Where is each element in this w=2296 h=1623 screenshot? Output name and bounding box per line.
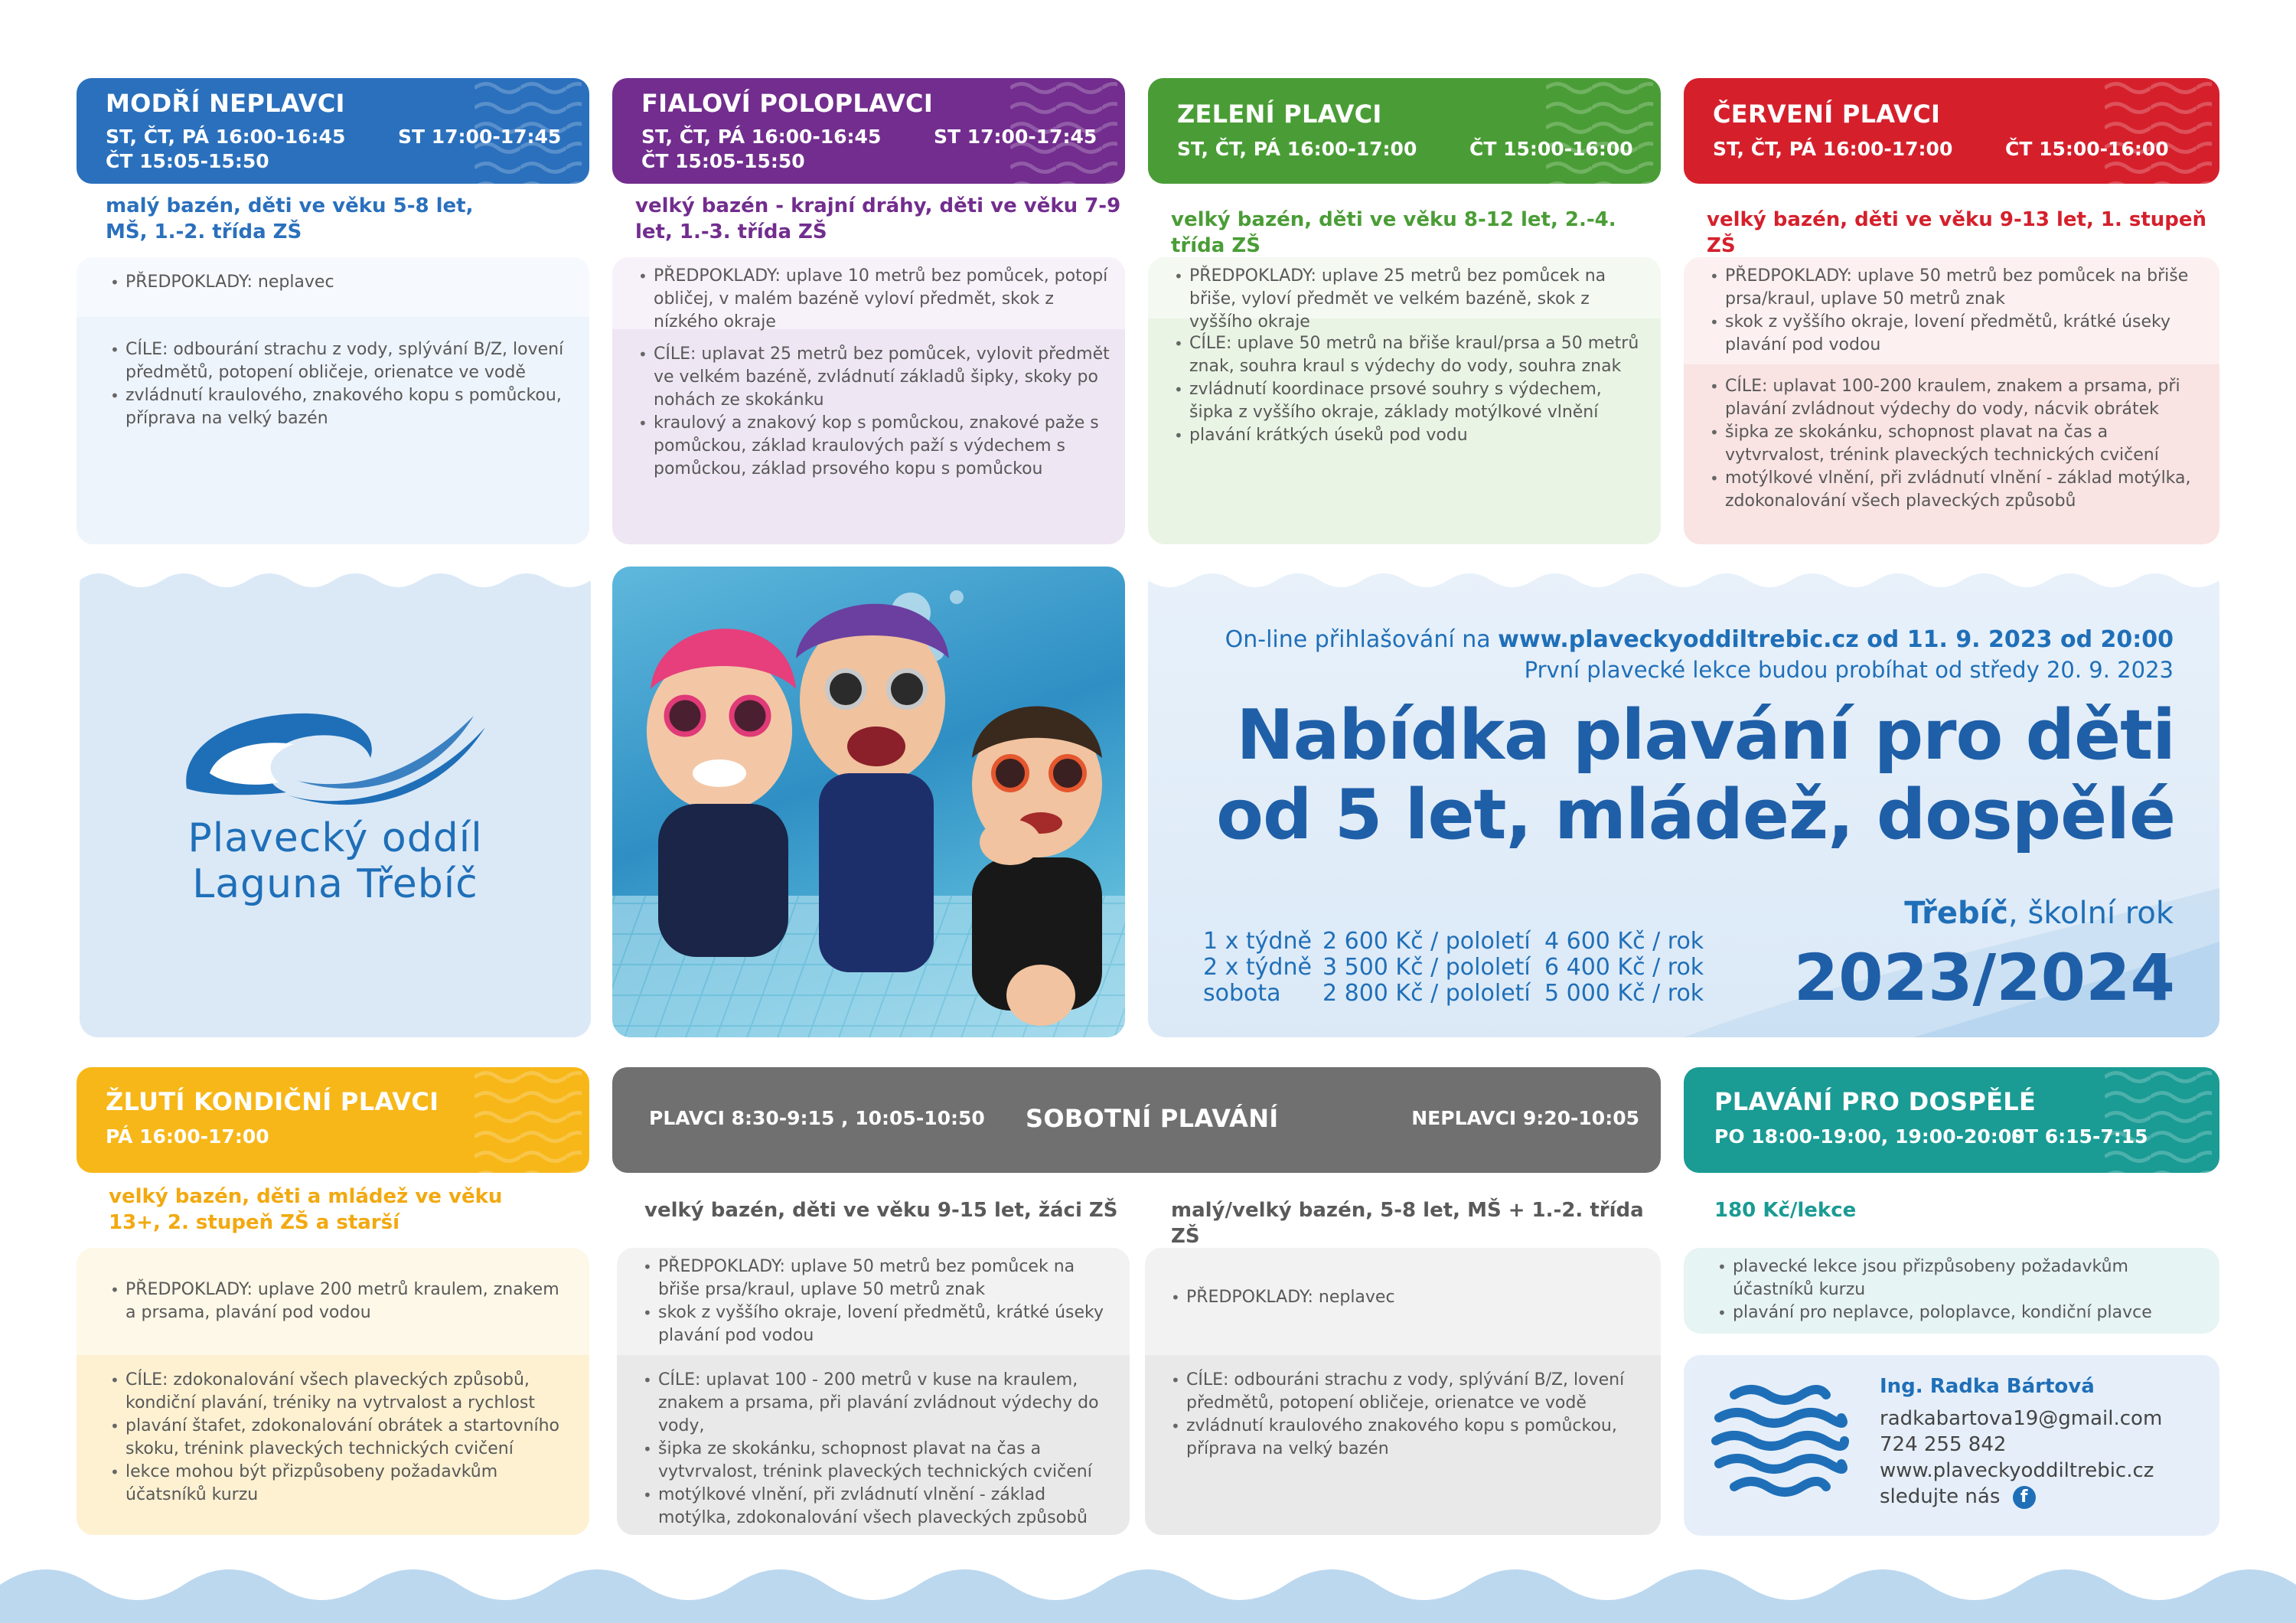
- info-card-blue: [77, 257, 589, 544]
- wave-decoration-icon: [2105, 1067, 2212, 1173]
- info-card-red: [1684, 257, 2219, 544]
- group-header-green: [1148, 78, 1661, 184]
- saturday-title: SOBOTNÍ PLAVÁNÍ: [1026, 1104, 1279, 1133]
- list-item: • zvládnutí kraulového, znakového kopu s pomůckou, příprava na velký bazén: [106, 384, 574, 430]
- group-subtitle: malý bazén, děti ve věku 5-8 let, MŠ, 1.-2. třída ZŠ: [106, 194, 474, 243]
- list-item: • PŘEDPOKLADY: uplave 50 metrů bez pomůcek na břiše prsa/kraul, uplave 50 metrů znak: [638, 1256, 1114, 1301]
- contact-name: Ing. Radka Bártová: [1880, 1375, 2095, 1398]
- group-title: PLAVÁNÍ PRO DOSPĚLÉ: [1714, 1087, 2037, 1116]
- group-time: ST, ČT, PÁ 16:00-17:00: [1177, 138, 1417, 160]
- group-time: PÁ 16:00-17:00: [106, 1125, 269, 1148]
- adults-price: 180 Kč/lekce: [1714, 1199, 1857, 1222]
- info-card-adults: [1684, 1248, 2219, 1334]
- city-name: Třebíč: [1904, 896, 2009, 931]
- list-item: • motýlkové vlnění, při zvládnutí vlnění - základ motýlka, zdokonalování všech plaveckých způsobů: [1705, 467, 2204, 513]
- list-item: • skok z vyššího okraje, lovení předmětů, krátké úseky plavání pod vodou: [1705, 311, 2204, 357]
- logo-text-line2: Laguna Třebíč: [192, 861, 478, 907]
- group-time-alt: ČT 15:00-16:00: [1469, 138, 1633, 160]
- facebook-icon[interactable]: f: [2013, 1486, 2036, 1509]
- photo-illustration: [612, 567, 1125, 1037]
- online-url[interactable]: www.plaveckyoddiltrebic.cz: [1498, 626, 1859, 653]
- follow-text: sledujte nás: [1880, 1485, 2001, 1508]
- group-title: ŽLUTÍ KONDIČNÍ PLAVCI: [106, 1087, 439, 1116]
- saturday-nonswimmers-time: NEPLAVCI 9:20-10:05: [1411, 1107, 1639, 1129]
- group-header-blue: [77, 78, 589, 184]
- headline-line2: od 5 let, mládež, dospělé: [1216, 775, 2175, 855]
- panel-wave-top-icon: [1148, 567, 2219, 597]
- info-card-yellow: [77, 1248, 589, 1535]
- goals-list: [638, 1369, 1114, 1530]
- list-item: • plavání štafet, zdokonalování obrátek a startovního skoku, trénink plaveckých technických cvičení: [106, 1415, 574, 1461]
- price-half-year: 2 600 Kč / pololetí: [1322, 928, 1531, 955]
- list-item: • šipka ze skokánku, schopnost plavat na čas a vytvrvalost, trénink plaveckých technických cvičení: [638, 1438, 1114, 1484]
- group-header-adults: [1684, 1067, 2219, 1173]
- list-item: • PŘEDPOKLADY: uplave 200 metrů kraulem, znakem a prsama, plavání pod vodou: [106, 1278, 574, 1324]
- prereq-list: [1705, 265, 2204, 357]
- group-subtitle: velký bazén, děti a mládež ve věku 13+, 2. stupeň ZŠ a starší: [109, 1185, 503, 1234]
- list-item: • zvládnutí kraulového znakového kopu s pomůckou, příprava na velký bazén: [1166, 1415, 1645, 1461]
- prereq-list: [106, 1278, 574, 1324]
- group-title: FIALOVÍ POLOPLAVCI: [641, 89, 934, 118]
- group-time: PO 18:00-19:00, 19:00-20:00: [1714, 1125, 2025, 1148]
- kids-swimming-photo: [612, 567, 1125, 1037]
- list-item: • CÍLE: odbourání strachu z vody, splývání B/Z, lovení předmětů, potopení obličeje, orienatce ve vodě: [106, 338, 574, 384]
- contact-web[interactable]: www.plaveckyoddiltrebic.cz: [1880, 1459, 2154, 1482]
- saturday-swimmers-time: PLAVCI 8:30-9:15 , 10:05-10:50: [649, 1107, 985, 1129]
- list-item: • plavání krátkých úseků pod vodu: [1169, 424, 1645, 447]
- school-year-text: , školní rok: [2008, 896, 2174, 931]
- waves-logo-icon: [1711, 1378, 1849, 1508]
- list-item: • CÍLE: uplavat 100 - 200 metrů v kuse na kraulem, znakem a prsama, při plavání zvládnout výdechy do vody,: [638, 1369, 1114, 1438]
- prereq-list: [638, 1256, 1114, 1347]
- list-item: • PŘEDPOKLADY: neplavec: [106, 271, 574, 294]
- group-time-alt: ČT 15:00-16:00: [2005, 138, 2169, 160]
- group-time-alt: ST 6:15-7:15: [2011, 1125, 2148, 1148]
- saturday-swimmers-subtitle: velký bazén, děti ve věku 9-15 let, žáci ZŠ: [644, 1199, 1118, 1222]
- panel-wave-top-icon: [80, 567, 591, 597]
- online-prefix: On-line přihlašování na: [1225, 626, 1499, 653]
- info-card-saturday-swimmers: [617, 1248, 1130, 1535]
- list-item: • CÍLE: odbouráni strachu z vody, splývání B/Z, lovení předmětů, potopení obličeje, orienatce ve vodě: [1166, 1369, 1645, 1415]
- list-item: • plavecké lekce jsou přizpůsobeny požadavkům účastníků kurzu: [1713, 1256, 2204, 1301]
- list-item: • skok z vyššího okraje, lovení předmětů, krátké úseky plavání pod vodou: [638, 1301, 1114, 1347]
- notes-list: [1713, 1256, 2204, 1324]
- list-item: • CÍLE: uplavat 25 metrů bez pomůcek, vylovit předmět ve velkém bazéně, zvládnutí základů šipky, skoky po nohách ze skokánku: [634, 343, 1110, 412]
- group-time-alt: ST 17:00-17:45: [934, 126, 1097, 148]
- follow-us: [1880, 1485, 2036, 1509]
- goals-list: [634, 343, 1110, 481]
- price-frequency: 1 x týdně: [1203, 928, 1312, 955]
- online-registration: [1225, 626, 2174, 653]
- wave-decoration-icon: [2105, 78, 2212, 184]
- group-header-red: [1684, 78, 2219, 184]
- contact-phone[interactable]: 724 255 842: [1880, 1433, 2007, 1456]
- list-item: • šipka ze skokánku, schopnost plavat na čas a vytvrvalost, trénink plaveckých technických cvičení: [1705, 421, 2204, 467]
- list-item: • CÍLE: zdokonalování všech plaveckých způsobů, kondiční plavání, tréniky na vytrvalost a rychlost: [106, 1369, 574, 1415]
- school-year: 2023/2024: [1793, 940, 2175, 1015]
- list-item: • CÍLE: uplavat 100-200 kraulem, znakem a prsama, při plavání zvládnout výdechy do vody, nácvik obrátek: [1705, 375, 2204, 421]
- info-card-green: [1148, 257, 1661, 544]
- price-year: 4 600 Kč / rok: [1544, 928, 1704, 955]
- list-item: • kraulový a znakový kop s pomůckou, znakové paže s pomůckou, základ kraulových paží s výdechem s pomůckou, základ prsového kopu s pomůckou: [634, 412, 1110, 481]
- price-frequency: sobota: [1203, 980, 1281, 1007]
- group-header-saturday: [612, 1067, 1661, 1173]
- goals-list: [1166, 1369, 1645, 1461]
- price-half-year: 3 500 Kč / pololetí: [1322, 954, 1531, 981]
- goals-list: [1169, 332, 1645, 447]
- prereq-list: [1166, 1286, 1645, 1309]
- group-time-alt: ST 17:00-17:45: [398, 126, 562, 148]
- offer-panel: [1148, 567, 2219, 1037]
- price-half-year: 2 800 Kč / pololetí: [1322, 980, 1531, 1007]
- headline-line1: Nabídka plavání pro děti: [1236, 695, 2175, 776]
- logo-text-line1: Plavecký oddíl: [188, 815, 483, 861]
- contact-card: [1684, 1355, 2219, 1536]
- laguna-logo-icon: [171, 697, 501, 827]
- group-header-yellow: [77, 1067, 589, 1173]
- list-item: • motýlkové vlnění, při zvládnutí vlnění - základ motýlka, zdokonalování všech plaveckých způsobů: [638, 1484, 1114, 1530]
- wave-decoration-icon: [475, 1067, 582, 1173]
- price-frequency: 2 x týdně: [1203, 954, 1312, 981]
- school-year-label: [1904, 896, 2174, 931]
- goals-list: [106, 1369, 574, 1507]
- group-title: ČERVENÍ PLAVCI: [1713, 100, 1941, 129]
- goals-list: [1705, 375, 2204, 513]
- info-card-saturday-nonswimmers: [1145, 1248, 1661, 1535]
- prereq-list: [106, 271, 574, 294]
- list-item: • plavání pro neplavce, poloplavce, kondiční plavce: [1713, 1301, 2204, 1324]
- list-item: • CÍLE: uplave 50 metrů na břiše kraul/prsa a 50 metrů znak, souhra kraul s výdechy do vody, souhra znak: [1169, 332, 1645, 378]
- group-title: MODŘÍ NEPLAVCI: [106, 89, 345, 118]
- list-item: • PŘEDPOKLADY: neplavec: [1166, 1286, 1645, 1309]
- price-year: 5 000 Kč / rok: [1544, 980, 1704, 1007]
- group-time: ST, ČT, PÁ 16:00-16:45: [641, 126, 882, 148]
- group-subtitle: velký bazén, děti ve věku 8-12 let, 2.-4. třída ZŠ: [1171, 208, 1616, 257]
- bottom-wave-decoration-icon: [0, 1554, 2296, 1623]
- group-header-purple: [612, 78, 1125, 184]
- online-date: od 11. 9. 2023 od 20:00: [1858, 626, 2174, 653]
- list-item: • PŘEDPOKLADY: uplave 25 metrů bez pomůcek na břiše, vyloví předmět ve velkém bazéně, skok z vyššího okraje: [1169, 265, 1645, 334]
- first-lessons-note: První plavecké lekce budou probíhat od středy 20. 9. 2023: [1524, 657, 2174, 683]
- prereq-list: [634, 265, 1110, 334]
- group-title: ZELENÍ PLAVCI: [1177, 100, 1382, 129]
- goals-list: [106, 338, 574, 430]
- group-time-secondary: ČT 15:05-15:50: [641, 150, 805, 172]
- wave-decoration-icon: [1546, 78, 1653, 184]
- price-year: 6 400 Kč / rok: [1544, 954, 1704, 981]
- group-time: ST, ČT, PÁ 16:00-16:45: [106, 126, 346, 148]
- group-subtitle: velký bazén, děti ve věku 9-13 let, 1. stupeň ZŠ: [1707, 208, 2207, 257]
- contact-email[interactable]: radkabartova19@gmail.com: [1880, 1407, 2163, 1430]
- group-time: ST, ČT, PÁ 16:00-17:00: [1713, 138, 1953, 160]
- saturday-nonswimmers-subtitle: malý/velký bazén, 5-8 let, MŠ + 1.-2. třída ZŠ: [1171, 1199, 1644, 1248]
- info-card-purple: [612, 257, 1125, 544]
- list-item: • zvládnutí koordinace prsové souhry s výdechem, šipka z vyššího okraje, základy motýlkové vlnění: [1169, 378, 1645, 424]
- group-time-secondary: ČT 15:05-15:50: [106, 150, 269, 172]
- list-item: • lekce mohou být přizpůsobeny požadavkům účatsníků kurzu: [106, 1461, 574, 1507]
- list-item: • PŘEDPOKLADY: uplave 10 metrů bez pomůcek, potopí obličej, v malém bazéně vyloví předmět, skok z nízkého okraje: [634, 265, 1110, 334]
- group-subtitle: velký bazén - krajní dráhy, děti ve věku 7-9 let, 1.-3. třída ZŠ: [635, 194, 1121, 243]
- logo-panel: [80, 567, 591, 1037]
- list-item: • PŘEDPOKLADY: uplave 50 metrů bez pomůcek na břiše prsa/kraul, uplave 50 metrů znak: [1705, 265, 2204, 311]
